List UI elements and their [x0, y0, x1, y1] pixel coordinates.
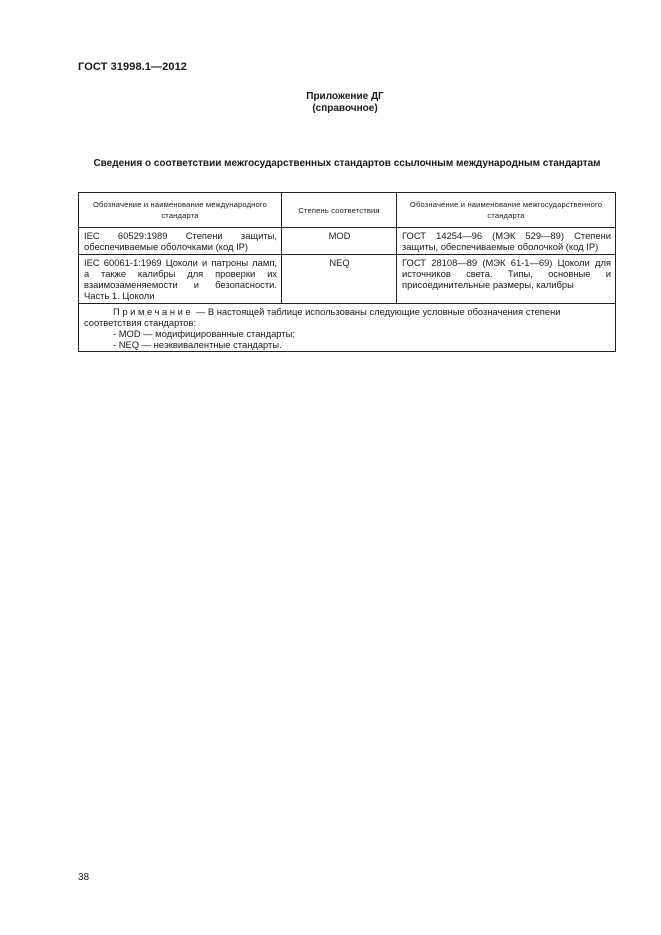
international-standard-cell: IEC 60061-1:1969 Цоколи и патроны ламп, а также калибры для проверки их взаимозаменяемости и безопасности. Часть 1. Цоколи — [79, 254, 282, 303]
interstate-standard-cell: ГОСТ 28108—89 (МЭК 61-1—69) Цоколи для источников света. Типы, основные и присоединительные размеры, калибры — [397, 254, 616, 303]
table-title: Сведения о соответствии межгосударственных стандартов ссылочным международным стандартам — [93, 158, 601, 169]
international-standard-cell: IEC 60529:1989 Степени защиты, обеспечиваемые оболочками (код IP) — [79, 228, 282, 255]
table-row — [79, 254, 616, 303]
degree-cell: MOD — [282, 228, 397, 255]
interstate-standard-cell: ГОСТ 14254—96 (МЭК 529—89) Степени защиты, обеспечиваемые оболочкой (код IP) — [397, 228, 616, 255]
note-item-mod: - MOD — модифицированные стандарты; — [113, 327, 295, 339]
table-row — [79, 228, 616, 255]
correspondence-table — [78, 192, 616, 352]
standard-code: ГОСТ 31998.1—2012 — [78, 61, 188, 73]
page-number: 38 — [78, 872, 90, 883]
note-text: — В настоящей таблице использованы следующие условные обозначения степени соответствия стандартов: — [84, 305, 561, 328]
table-note-row — [79, 303, 616, 351]
header-interstate-standard: Обозначение и наименование межгосударственного стандарта — [397, 193, 616, 228]
table-header-row — [79, 193, 616, 228]
note-item-neq: - NEQ — неэквивалентные стандарты. — [113, 338, 282, 350]
appendix-subtitle: (справочное) — [312, 103, 378, 114]
appendix-title: Приложение ДГ — [306, 91, 384, 102]
header-degree: Степень соответствия — [282, 193, 397, 228]
degree-cell: NEQ — [282, 254, 397, 303]
note-label: Примечание — [113, 305, 194, 317]
header-international-standard: Обозначение и наименование международного стандарта — [79, 193, 282, 228]
appendix-heading — [0, 91, 661, 115]
table-note — [79, 303, 616, 351]
